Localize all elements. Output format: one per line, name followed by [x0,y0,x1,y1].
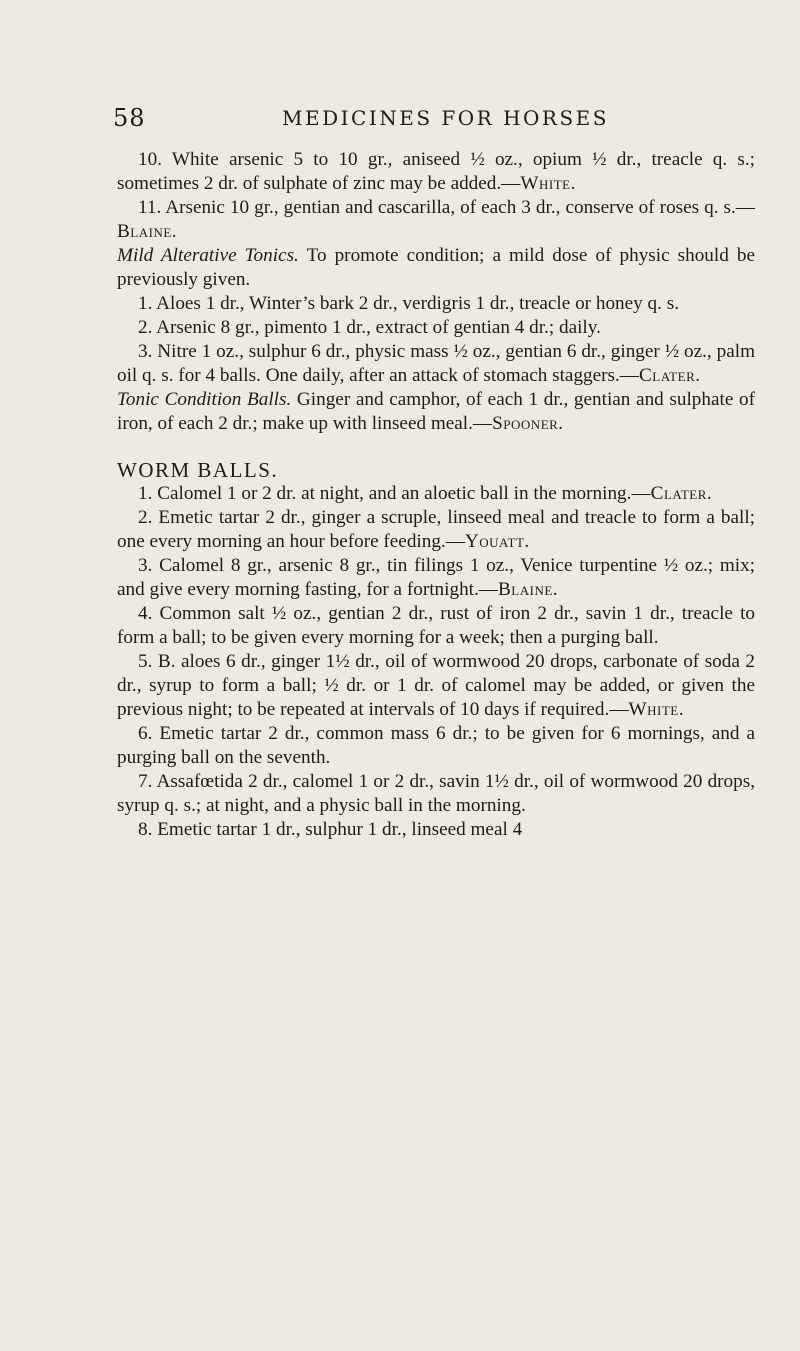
page-body [117,148,755,842]
recipe-paragraph: 3. Calomel 8 gr., arsenic 8 gr., tin filings 1 oz., Venice turpentine ½ oz.; mix; and give every morning fasting, for a fortnight.—Blaine. [117,555,755,600]
author-credit: Clater. [650,483,713,504]
recipe-paragraph: 1. Aloes 1 dr., Winter’s bark 2 dr., verdigris 1 dr., treacle or honey q. s. [138,293,679,314]
recipe-paragraph: 2. Emetic tartar 2 dr., ginger a scruple, linseed meal and treacle to form a ball; one every morning an hour before feeding.—Youatt. [117,507,755,552]
section-title: WORM BALLS. [117,458,279,482]
author-credit: White. [520,173,576,194]
author-credit: Spooner. [492,413,564,434]
author-credit: White. [628,699,685,720]
recipe-paragraph: 6. Emetic tartar 2 dr., common mass 6 dr.; to be given for 6 mornings, and a purging ball on the seventh. [117,723,755,768]
subsection-paragraph: Tonic Condition Balls. Ginger and camphor, of each 1 dr., gentian and sulphate of iron, of each 2 dr.; make up with linseed meal.—Spooner. [117,389,755,434]
recipe-paragraph: 8. Emetic tartar 1 dr., sulphur 1 dr., linseed meal 4 [138,819,523,840]
recipe-paragraph: 10. White arsenic 5 to 10 gr., aniseed ½ oz., opium ½ dr., treacle q. s.; sometimes 2 dr. of sulphate of zinc may be added.—White. [117,149,755,194]
author-credit: Clater. [639,365,701,386]
recipe-paragraph: 5. B. aloes 6 dr., ginger 1½ dr., oil of wormwood 20 drops, carbonate of soda 2 dr., syrup to form a ball; ½ dr. or 1 dr. of calomel may be added, or given the previous night; to be repeated at intervals of 10 days if required.—White. [117,651,755,720]
recipe-paragraph: 2. Arsenic 8 gr., pimento 1 dr., extract of gentian 4 dr.; daily. [138,317,601,338]
subsection-heading: Tonic Condition Balls. [117,389,292,410]
recipe-paragraph: 4. Common salt ½ oz., gentian 2 dr., rust of iron 2 dr., savin 1 dr., treacle to form a ball; to be given every morning for a week; then a purging ball. [117,603,755,648]
page-header [0,76,800,136]
recipe-paragraph: 3. Nitre 1 oz., sulphur 6 dr., physic mass ½ oz., gentian 6 dr., ginger ½ oz., palm oil q. s. for 4 balls. One daily, after an attack of stomach staggers.—Clater. [117,341,755,386]
page-number: 58 [113,104,146,132]
recipe-paragraph: 7. Assafœtida 2 dr., calomel 1 or 2 dr., savin 1½ dr., oil of wormwood 20 drops, syrup q. s.; at night, and a physic ball in the morning. [117,771,755,816]
running-head: MEDICINES FOR HORSES [282,106,609,130]
recipe-paragraph: 11. Arsenic 10 gr., gentian and cascarilla, of each 3 dr., conserve of roses q. s.—Blaine. [117,197,755,242]
author-credit: Blaine. [498,579,559,600]
author-credit: Youatt. [464,531,530,552]
subsection-paragraph: Mild Alterative Tonics. To promote condition; a mild dose of physic should be previously given. [117,245,755,290]
subsection-heading: Mild Alterative Tonics. [117,245,299,266]
recipe-paragraph: 1. Calomel 1 or 2 dr. at night, and an aloetic ball in the morning.—Clater. [138,483,713,504]
author-credit: Blaine. [117,221,178,242]
